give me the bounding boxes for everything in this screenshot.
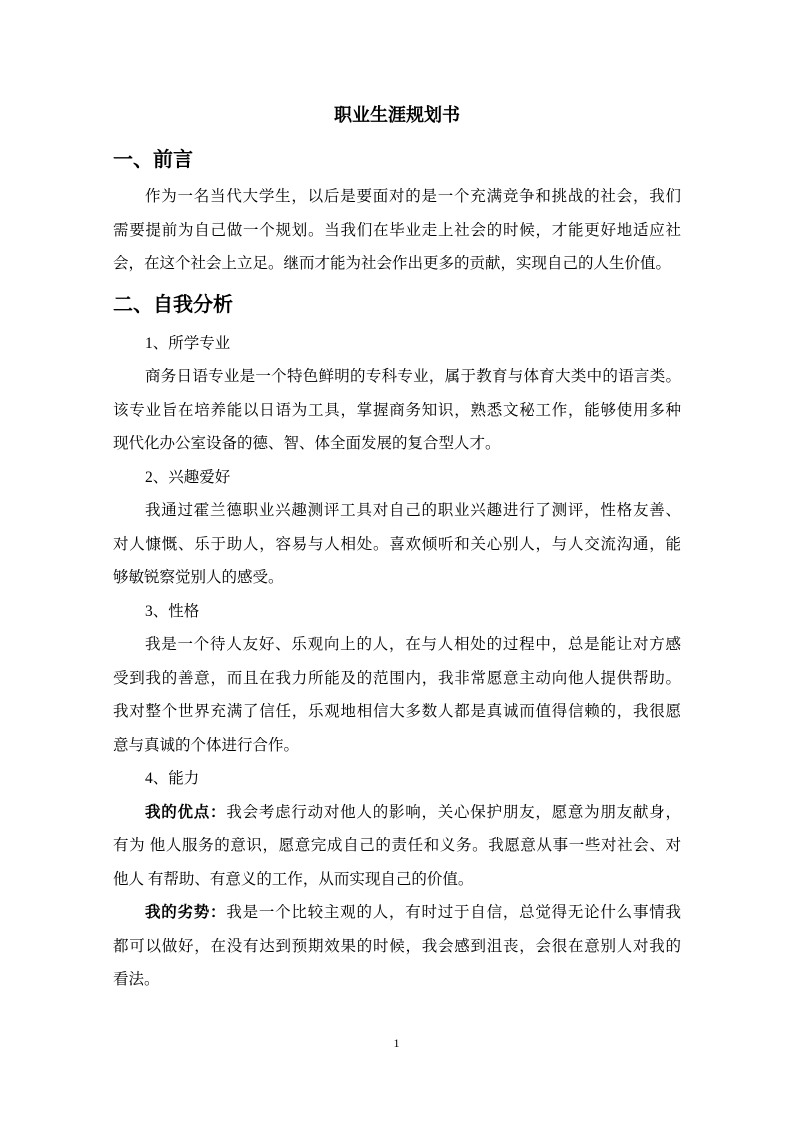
paragraph-line: 作为一名当代大学生，以后是要面对的是一个充满竞争和挑战的社会，我们 [145, 188, 681, 205]
paragraph-line: 他人 有帮助、有意义的工作，从而实现自己的价值。 [113, 870, 474, 888]
strengths-label: 我的优点： [145, 802, 227, 821]
paragraph-line: 现代化办公室设备的德、智、体全面发展的复合型人才。 [113, 435, 501, 452]
paragraph-line: 我通过霍兰德职业兴趣测评工具对自己的职业兴趣进行了测评，性格友善、 [145, 502, 681, 519]
page-number: 1 [393, 1036, 400, 1050]
paragraph-line-weaknesses [113, 896, 681, 930]
paragraph-line: 我对整个世界充满了信任，乐观地相信大多数人都是真诚而值得信赖的，我很愿 [113, 703, 681, 720]
paragraph-line: 都可以做好，在没有达到预期效果的时候，我会感到沮丧，会很在意别人对我的 [113, 937, 681, 955]
paragraph-line: 我是一个待人友好、乐观向上的人，在与人相处的过程中，总是能让对方感 [145, 636, 681, 653]
paragraph-line: 对人慷慨、乐于助人，容易与人相处。喜欢倾听和关心别人，与人交流沟通，能 [113, 535, 681, 553]
paragraph-line: 意与真诚的个体进行合作。 [113, 736, 300, 754]
paragraph-line: 需要提前为自己做一个规划。当我们在毕业走上社会的时候，才能更好地适应社 [113, 221, 681, 239]
subheading-ability: 4、能力 [145, 770, 200, 787]
document-page [113, 94, 681, 997]
paragraph-line: 受到我的善意，而且在我力所能及的范围内，我非常愿意主动向他人提供帮助。 [113, 669, 681, 687]
subheading-interests: 2、兴趣爱好 [145, 468, 231, 486]
subheading-personality: 3、性格 [145, 602, 200, 620]
document-title: 职业生涯规划书 [334, 105, 460, 126]
paragraph-line: 会，在这个社会上立足。继而才能为社会作出更多的贡献，实现自己的人生价值。 [113, 255, 672, 272]
paragraph-line: 够敏锐察觉别人的感受。 [113, 569, 284, 586]
paragraph-line: 看法。 [113, 971, 160, 988]
subheading-major: 1、所学专业 [145, 334, 231, 352]
strengths-text: 我会考虑行动对他人的影响，关心保护朋友，愿意为朋友献身， [226, 803, 681, 821]
paragraph-line: 该专业旨在培养能以日语为工具，掌握商务知识，熟悉文秘工作，能够使用多种 [113, 401, 681, 419]
paragraph-line-strengths [113, 796, 681, 830]
weaknesses-label: 我的劣势： [145, 903, 227, 921]
paragraph-line: 商务日语专业是一个特色鲜明的专科专业，属于教育与体育大类中的语言类。 [145, 368, 681, 385]
section-heading-self-analysis: 二、自我分析 [113, 291, 233, 316]
section-heading-preface: 一、前言 [113, 147, 193, 171]
paragraph-line: 有为 他人服务的意识，愿意完成自己的责任和义务。我愿意从事一些对社会、对 [113, 837, 681, 854]
weaknesses-text: 我是一个比较主观的人，有时过于自信，总觉得无论什么事情我 [226, 904, 681, 921]
